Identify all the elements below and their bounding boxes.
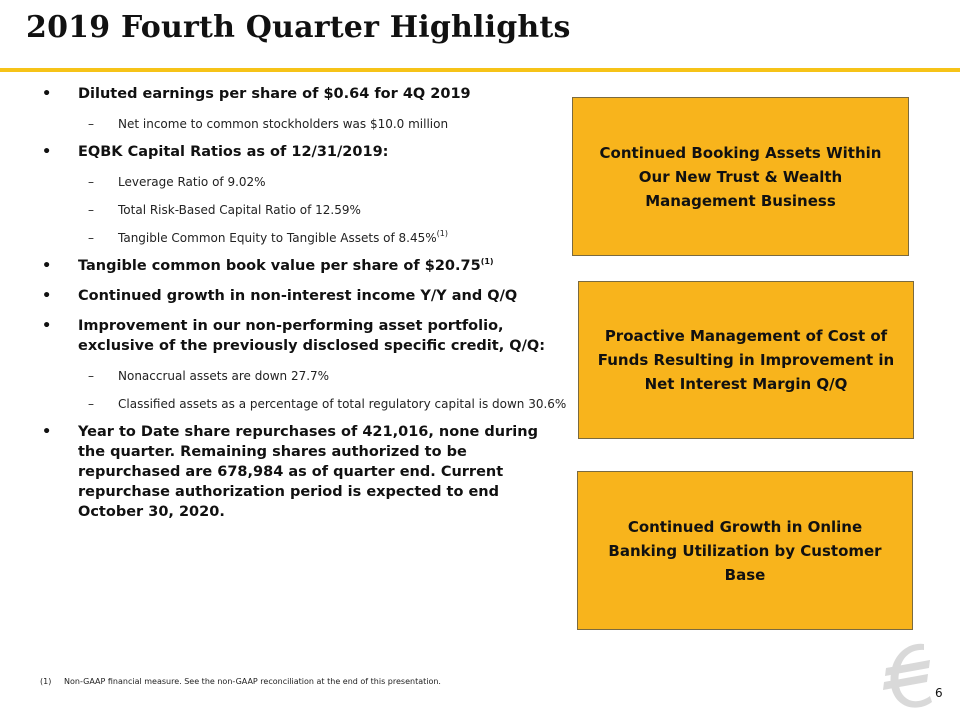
sub-bullet-item bbox=[38, 394, 568, 414]
sub-bullet-text: Nonaccrual assets are down 27.7% bbox=[118, 369, 330, 383]
sub-bullet-item bbox=[38, 200, 568, 220]
sub-bullet-item bbox=[38, 114, 568, 134]
bullet-dot: • bbox=[42, 86, 52, 102]
bullet-text: Improvement in our non-performing asset portfolio, exclusive of the previously disclosed specific credit, Q/Q: bbox=[78, 318, 546, 354]
bullet-text: EQBK Capital Ratios as of 12/31/2019: bbox=[78, 144, 389, 160]
bullet-text: Tangible common book value per share of $20.75 bbox=[78, 258, 481, 274]
highlight-box-text: Continued Growth in Online Banking Utilization by Customer Base bbox=[608, 517, 882, 584]
bullet-item bbox=[38, 316, 568, 356]
footnote-ref: (1) bbox=[480, 257, 494, 266]
bullet-dot: • bbox=[42, 144, 52, 160]
sub-bullet-item bbox=[38, 366, 568, 386]
bullet-dot: • bbox=[42, 424, 52, 440]
bullet-item bbox=[38, 256, 568, 276]
highlights-list bbox=[38, 84, 568, 532]
dash-marker: – bbox=[88, 369, 94, 383]
dash-marker: – bbox=[88, 231, 94, 245]
footnote-number: (1) bbox=[40, 677, 52, 686]
title-divider bbox=[0, 68, 960, 72]
bullet-text: Diluted earnings per share of $0.64 for 4Q 2019 bbox=[78, 86, 471, 102]
sub-bullet-text: Net income to common stockholders was $10.0 million bbox=[118, 117, 449, 131]
highlight-box-text: Proactive Management of Cost of Funds Resulting in Improvement in Net Interest Margin Q/Q bbox=[597, 327, 895, 393]
sub-bullet-text: Leverage Ratio of 9.02% bbox=[118, 175, 266, 189]
dash-marker: – bbox=[88, 397, 94, 411]
footnote bbox=[40, 677, 441, 686]
dash-marker: – bbox=[88, 175, 94, 189]
page-number: 6 bbox=[935, 686, 943, 700]
footnote-text: Non-GAAP financial measure. See the non-GAAP reconciliation at the end of this presentation. bbox=[64, 677, 441, 686]
sub-bullet-text: Total Risk-Based Capital Ratio of 12.59% bbox=[118, 203, 361, 217]
company-logo-icon bbox=[880, 638, 940, 714]
bullet-item bbox=[38, 286, 568, 306]
sub-bullet-item bbox=[38, 228, 568, 248]
bullet-text: Year to Date share repurchases of 421,016, none during the quarter. Remaining shares authorized to be repurchased are 678,984 as of quarter end. Current repurchase authorization period is expected to end October 30, 2020. bbox=[78, 424, 538, 520]
highlight-box-online-banking bbox=[577, 471, 913, 630]
slide-title: 2019 Fourth Quarter Highlights bbox=[26, 10, 571, 45]
bullet-dot: • bbox=[42, 288, 52, 304]
sub-bullet-text: Tangible Common Equity to Tangible Assets of 8.45% bbox=[118, 231, 437, 245]
sub-bullet-text: Classified assets as a percentage of total regulatory capital is down 30.6% bbox=[118, 397, 567, 411]
bullet-text: Continued growth in non-interest income Y/Y and Q/Q bbox=[78, 288, 518, 304]
highlight-box-trust-wealth bbox=[572, 97, 909, 256]
bullet-item bbox=[38, 422, 568, 522]
dash-marker: – bbox=[88, 117, 94, 131]
highlight-box-cost-of-funds bbox=[578, 281, 914, 439]
dash-marker: – bbox=[88, 203, 94, 217]
bullet-dot: • bbox=[42, 258, 52, 274]
bullet-item bbox=[38, 84, 568, 104]
bullet-item bbox=[38, 142, 568, 162]
highlight-box-text: Continued Booking Assets Within Our New Trust & Wealth Management Business bbox=[599, 143, 882, 210]
sub-bullet-item bbox=[38, 172, 568, 192]
footnote-ref: (1) bbox=[436, 229, 448, 238]
bullet-dot: • bbox=[42, 318, 52, 334]
